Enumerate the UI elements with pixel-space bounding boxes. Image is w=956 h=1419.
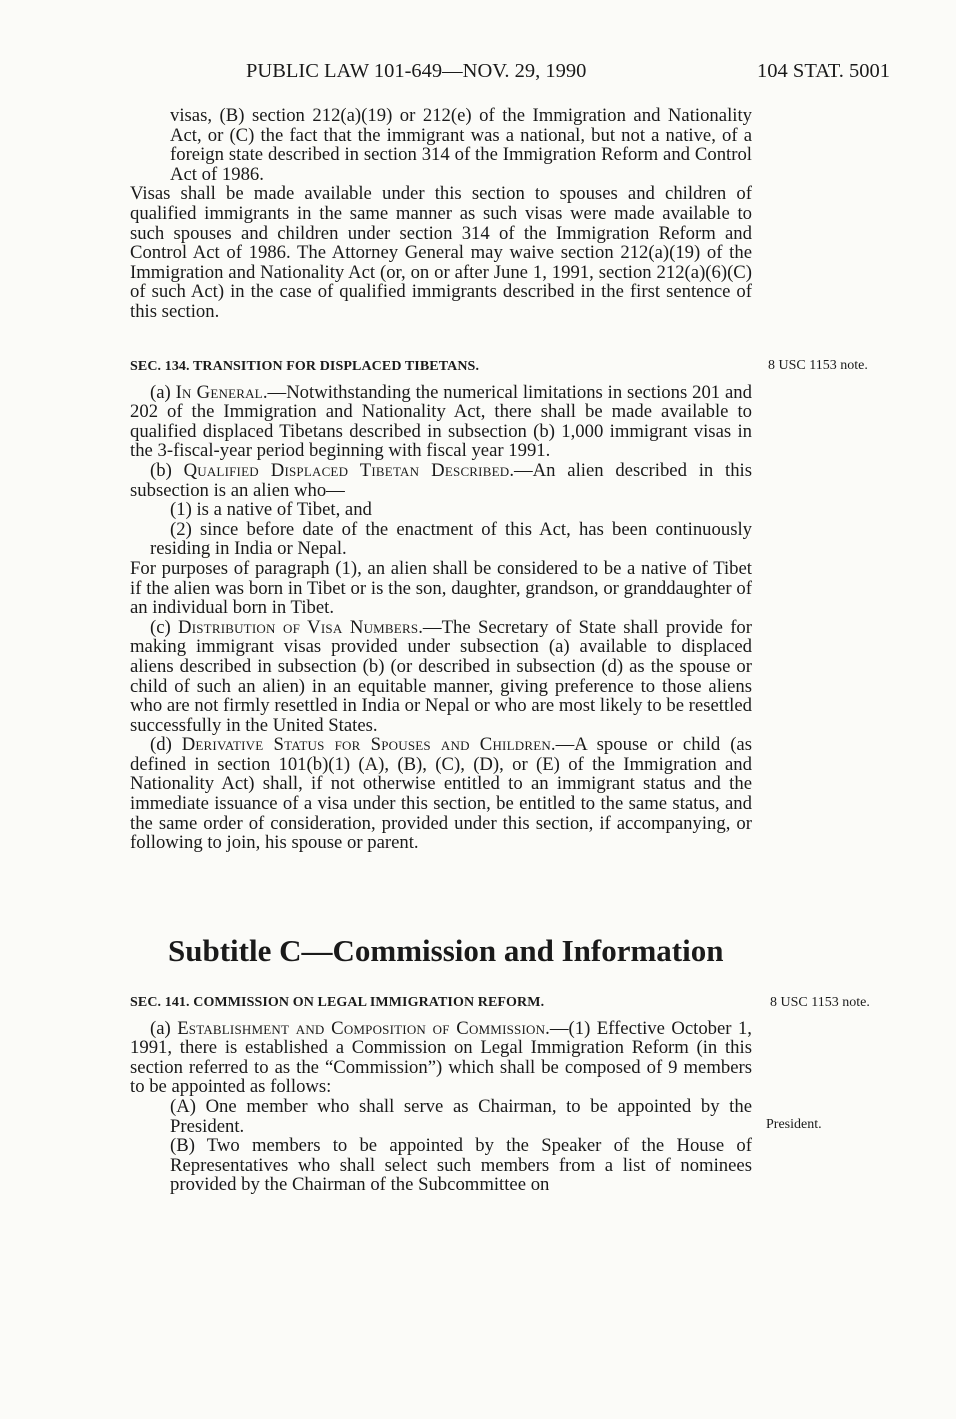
page-header [0, 60, 956, 90]
subsection-d: (d) Derivative Status for Spouses and Children.—A spouse or child (as defined in section 101(b)(1) (A), (B), (C), (D), or (E) of the Immigration and Nationality Act) shall, if not otherwise entitled to an immigrant status and the immediate issuance of a visa under this section, be entitled to the same status, and the same order of consideration, provided under this section, if accompanying, or following to join, his spouse or parent. [130, 734, 752, 854]
subsection-c-title: Distribution of Visa Numbers [178, 616, 419, 638]
continuation-block [130, 106, 752, 322]
subsection-b: (b) Qualified Displaced Tibetan Described.—An alien described in this subsection is an alien who— [130, 459, 752, 501]
subsection-d-title: Derivative Status for Spouses and Children [181, 734, 551, 756]
subsection-c: (c) Distribution of Visa Numbers.—The Secretary of State shall provide for making immigrant visas provided under subsection (a) available to displaced aliens described in subsection (b) (or described in subsection (d) as the spouse or child of such an alien) in an equitable manner, giving preference to those aliens who are not firmly resettled in India or Nepal or who are most likely to be resettled successfully in the United States. [130, 616, 752, 736]
margin-note-president: President. [766, 1117, 822, 1132]
margin-note-usc-141: 8 USC 1153 note. [770, 995, 870, 1010]
section-134-heading: SEC. 134. TRANSITION FOR DISPLACED TIBETANS. [130, 359, 480, 374]
paragraph-b1: (1) is a native of Tibet, and [170, 499, 372, 521]
visas-paragraph: Visas shall be made available under this section to spouses and children of qualified immigrants in the same manner as such visas were made available to such spouses and children under section 314 of the Immigration Reform and Control Act of 1986. The Attorney General may waive section 212(a)(19) of the Immigration and Nationality Act (or, on or after June 1, 1991, section 212(a)(6)(C) of such Act) in the case of qualified immigrants described in the first sentence of this section. [130, 183, 752, 322]
continuation-text: visas, (B) section 212(a)(19) or 212(e) of the Immigration and Nationality Act, or (C) the fact that the immigrant was a national, but not a native, of a foreign state described in section 314 of the Immigration Reform and Control Act of 1986. [170, 105, 752, 185]
section-134 [130, 357, 752, 853]
law-title: PUBLIC LAW 101-649—NOV. 29, 1990 [246, 60, 587, 82]
section-141-heading: SEC. 141. COMMISSION ON LEGAL IMMIGRATION REFORM. [130, 995, 545, 1010]
subsection-141-a: (a) Establishment and Composition of Commission.—(1) Effective October 1, 1991, there is established a Commission on Legal Immigration Reform (in this section referred to as the “Commission”) which shall be composed of 9 members to be appointed as follows: [130, 1017, 752, 1098]
statute-page-number: 104 STAT. 5001 [757, 60, 890, 82]
paragraph-B: (B) Two members to be appointed by the Speaker of the House of Representatives who shall select such members from a list of nominees provided by the Chairman of the Subcommittee on [170, 1135, 752, 1196]
margin-note-usc: 8 USC 1153 note. [768, 358, 868, 373]
subsection-141-a-title: Establishment and Composition of Commission [177, 1017, 546, 1039]
subsection-a-title: In General [175, 381, 263, 403]
subsection-b-title: Qualified Displaced Tibetan Described [183, 459, 510, 481]
paragraph-A: (A) One member who shall serve as Chairman, to be appointed by the President. [170, 1095, 752, 1137]
section-141 [130, 993, 752, 1195]
subsection-b-closing: For purposes of paragraph (1), an alien shall be considered to be a native of Tibet if the alien was born in Tibet or is the son, daughter, grandson, or granddaughter of an individual born in Tibet. [130, 557, 752, 619]
paragraph-b2: (2) since before date of the enactment of this Act, has been continuously residing in India or Nepal. [150, 518, 752, 560]
subtitle-heading: Subtitle C—Commission and Information [168, 933, 724, 968]
subsection-a: (a) In General.—Notwithstanding the numerical limitations in sections 201 and 202 of the Immigration and Nationality Act, there shall be made available to qualified displaced Tibetans described in subsection (b) 1,000 immigrant visas in the 3-fiscal-year period beginning with fiscal year 1991. [130, 381, 752, 462]
